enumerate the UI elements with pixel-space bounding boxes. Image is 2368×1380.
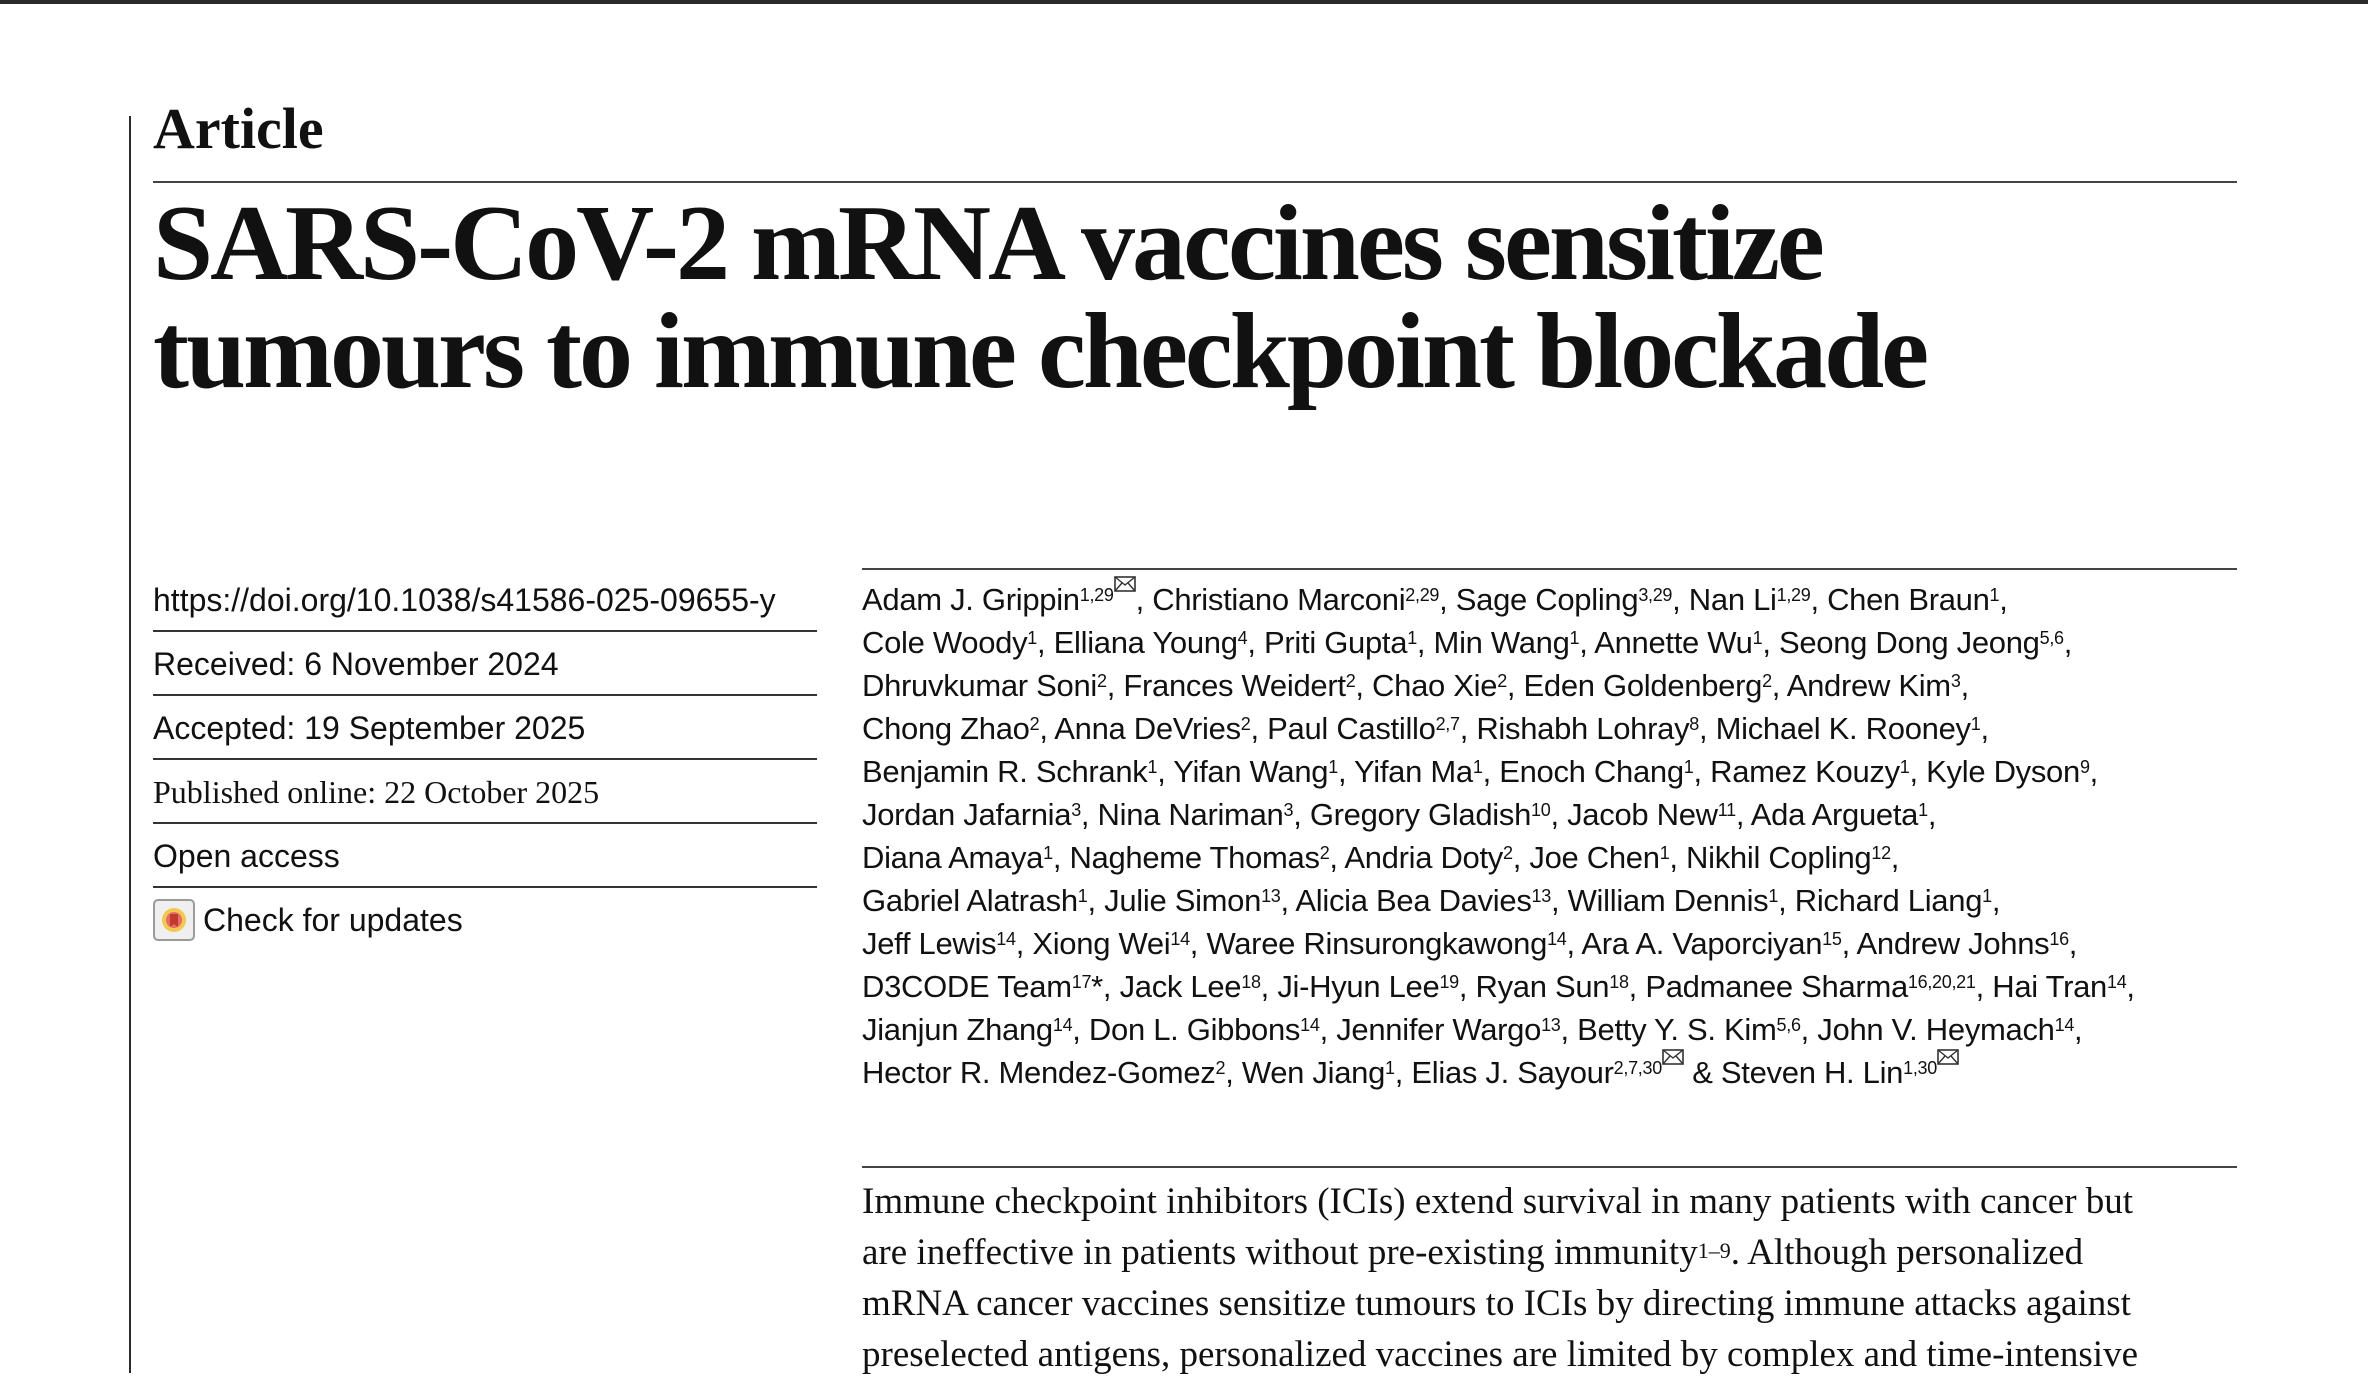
affiliation-number: 1: [1982, 886, 1992, 906]
abstract-text: Immune checkpoint inhibitors (ICIs) extend survival in many patients with cancer but: [862, 1181, 2134, 1222]
author-separator: ,: [1280, 883, 1296, 918]
author-separator: ,: [1550, 883, 1568, 918]
author-name[interactable]: Seong Dong Jeong: [1778, 625, 2040, 660]
author-name[interactable]: Christiano Marconi: [1152, 582, 1406, 617]
author-separator: ,: [1135, 582, 1153, 617]
abstract-divider: [862, 1166, 2237, 1168]
author-name[interactable]: Nina Nariman: [1097, 797, 1284, 832]
author-name[interactable]: Eden Goldenberg: [1523, 668, 1763, 703]
author-name[interactable]: Padmanee Sharma: [1645, 969, 1908, 1004]
affiliation-number: 10: [1531, 800, 1551, 820]
author-separator: ,: [2063, 625, 2073, 660]
abstract-line: [862, 1176, 2262, 1227]
affiliation-number: 14: [1547, 929, 1567, 949]
affiliation-number: 1,29: [1776, 585, 1811, 605]
abstract-text: . Although personalized: [1730, 1232, 2084, 1273]
author-name[interactable]: Jacob New: [1567, 797, 1718, 832]
author-separator: ,: [1762, 625, 1779, 660]
author-name[interactable]: Jennifer Wargo: [1336, 1012, 1542, 1047]
affiliation-number: 2: [1029, 714, 1040, 734]
author-separator: ,: [1800, 1012, 1818, 1047]
affiliation-number: 2: [1096, 671, 1107, 691]
header-divider: [153, 181, 2237, 183]
author-name[interactable]: Betty Y. S. Kim: [1577, 1012, 1777, 1047]
author-name[interactable]: Joe Chen: [1529, 840, 1660, 875]
author-name[interactable]: Don L. Gibbons: [1088, 1012, 1301, 1047]
affiliation-number: 12: [1871, 843, 1891, 863]
author-separator: ,: [1890, 840, 1900, 875]
affiliation-number: 14: [1052, 1015, 1073, 1035]
affiliation-number: 18: [1241, 972, 1261, 992]
affiliation-number: 2,7: [1435, 714, 1460, 734]
left-margin-rule: [129, 116, 131, 1373]
author-name[interactable]: William Dennis: [1567, 883, 1769, 918]
abstract-line: [862, 1278, 2262, 1329]
author-name[interactable]: Jianjun Zhang: [862, 1012, 1053, 1047]
author-separator: ,: [1039, 711, 1055, 746]
author-separator: ,: [1975, 969, 1993, 1004]
author-separator: ,: [1087, 883, 1105, 918]
affiliation-number: 13: [1261, 886, 1281, 906]
author-name[interactable]: John V. Heymach: [1817, 1012, 2055, 1047]
author-separator: ,: [1482, 754, 1500, 789]
author-name[interactable]: Gabriel Alatrash: [862, 883, 1078, 918]
author-separator: ,: [1999, 582, 2008, 617]
author-name[interactable]: Wen Jiang: [1241, 1055, 1386, 1090]
envelope-icon[interactable]: [1662, 1049, 1684, 1065]
affiliation-number: 13: [1531, 886, 1551, 906]
affiliation-number: 1: [1147, 757, 1158, 777]
article-title-line-2: tumours to immune checkpoint blockade: [153, 292, 1927, 411]
author-line: [862, 664, 2252, 707]
affiliation-number: 2: [1497, 671, 1507, 691]
author-separator: *,: [1091, 969, 1120, 1004]
article-type-label: Article: [153, 96, 324, 161]
author-name[interactable]: Waree Rinsurongkawong: [1206, 926, 1548, 961]
affiliation-number: 2,7,30: [1614, 1058, 1684, 1078]
author-name[interactable]: Priti Gupta: [1264, 625, 1408, 660]
affiliation-number: 1: [1385, 1058, 1395, 1078]
author-separator: ,: [1080, 797, 1098, 832]
author-name[interactable]: Jeff Lewis: [862, 926, 997, 961]
author-separator: ,: [1337, 754, 1355, 789]
author-separator: ,: [2126, 969, 2135, 1004]
author-name[interactable]: Andrew Kim: [1786, 668, 1951, 703]
abstract-text: are ineffective in patients without pre-existing immunity: [862, 1232, 1698, 1273]
affiliation-number: 1: [1768, 886, 1779, 906]
affiliation-number: 1: [1918, 800, 1928, 820]
author-name[interactable]: Yifan Ma: [1354, 754, 1473, 789]
received-date: Received: 6 November 2024: [153, 632, 817, 696]
affiliation-number: 14: [996, 929, 1016, 949]
author-line: [862, 750, 2252, 793]
author-name[interactable]: Chen Braun: [1827, 582, 1990, 617]
affiliation-number: 1: [1077, 886, 1088, 906]
author-line: [862, 879, 2252, 922]
affiliation-number: 16,20,21: [1907, 972, 1976, 992]
author-line: [862, 1008, 2252, 1051]
author-separator: ,: [1157, 754, 1174, 789]
author-name[interactable]: Diana Amaya: [862, 840, 1044, 875]
affiliation-number: 14: [2107, 972, 2127, 992]
affiliation-number: 1: [1027, 628, 1038, 648]
author-separator: ,: [1394, 1055, 1412, 1090]
author-name[interactable]: Frances Weidert: [1123, 668, 1346, 703]
author-separator: ,: [1225, 1055, 1242, 1090]
author-separator: ,: [1693, 754, 1711, 789]
affiliation-number: 2: [1215, 1058, 1226, 1078]
affiliation-number: 1: [1683, 757, 1694, 777]
author-name[interactable]: Ara A. Vaporciyan: [1581, 926, 1823, 961]
author-name[interactable]: Min Wang: [1433, 625, 1570, 660]
author-name[interactable]: Rishabh Lohray: [1476, 711, 1690, 746]
affiliation-number: 1: [1043, 843, 1053, 863]
affiliation-number: 9: [2079, 757, 2090, 777]
accepted-date: Accepted: 19 September 2025: [153, 696, 817, 760]
author-line: [862, 707, 2252, 750]
author-line: [862, 922, 2252, 965]
affiliation-number: 1: [1407, 628, 1417, 648]
affiliation-number: 1: [1569, 628, 1580, 648]
author-name[interactable]: Ramez Kouzy: [1710, 754, 1900, 789]
author-separator: ,: [1319, 1012, 1337, 1047]
author-separator: ,: [1628, 969, 1646, 1004]
author-name[interactable]: Hai Tran: [1992, 969, 2107, 1004]
author-separator: ,: [1669, 840, 1687, 875]
affiliation-number: 1: [1752, 628, 1763, 648]
open-access-label: Open access: [153, 824, 817, 888]
author-separator: ,: [1735, 797, 1751, 832]
author-separator: ,: [1015, 926, 1033, 961]
author-separator: ,: [1506, 668, 1524, 703]
affiliation-number: 1: [1899, 757, 1910, 777]
affiliation-number: 14: [2054, 1015, 2075, 1035]
author-name[interactable]: Ryan Sun: [1475, 969, 1610, 1004]
article-title: [153, 184, 2253, 411]
affiliation-number: 2: [1345, 671, 1356, 691]
author-name[interactable]: Hector R. Mendez-Gomez: [862, 1055, 1216, 1090]
affiliation-number: 2: [1240, 714, 1251, 734]
author-separator: ,: [1106, 668, 1124, 703]
author-name[interactable]: Benjamin R. Schrank: [862, 754, 1148, 789]
check-updates-label: Check for updates: [203, 902, 463, 938]
author-name[interactable]: D3CODE Team: [862, 969, 1072, 1004]
abstract-text: preselected antigens, personalized vaccines are limited by complex and time-intensive: [862, 1334, 2139, 1375]
author-line: [862, 578, 2252, 621]
author-name[interactable]: Paul Castillo: [1267, 711, 1436, 746]
affiliation-number: 15: [1822, 929, 1842, 949]
affiliation-number: 3: [1283, 800, 1294, 820]
affiliation-number: 2: [1319, 843, 1330, 863]
envelope-icon[interactable]: [1937, 1049, 1959, 1065]
author-name[interactable]: Julie Simon: [1104, 883, 1262, 918]
doi-link[interactable]: https://doi.org/10.1038/s41586-025-09655-y: [153, 568, 817, 632]
affiliation-number: 1,29: [1080, 585, 1136, 605]
author-name[interactable]: Gregory Gladish: [1309, 797, 1532, 832]
author-list: [862, 578, 2252, 1094]
author-separator: ,: [1355, 668, 1373, 703]
affiliation-number: 5,6: [1776, 1015, 1801, 1035]
published-date: Published online: 22 October 2025: [153, 760, 817, 824]
author-name[interactable]: Cole Woody: [862, 625, 1028, 660]
author-separator: ,: [1329, 840, 1345, 875]
authors-divider: [862, 568, 2237, 570]
author-name[interactable]: Kyle Dyson: [1926, 754, 2080, 789]
author-name[interactable]: Steven H. Lin: [1720, 1055, 1904, 1090]
affiliation-number: 1,30: [1903, 1058, 1959, 1078]
author-line: [862, 836, 2252, 879]
author-separator: ,: [1072, 1012, 1089, 1047]
author-name[interactable]: Ada Argueta: [1750, 797, 1919, 832]
author-name[interactable]: Elias J. Sayour: [1411, 1055, 1614, 1090]
author-separator: ,: [1778, 883, 1795, 918]
affiliation-number: 8: [1689, 714, 1699, 734]
author-name[interactable]: Sage Copling: [1455, 582, 1639, 617]
author-separator: ,: [1698, 711, 1716, 746]
author-separator: ,: [1052, 840, 1070, 875]
affiliation-number: 14: [1300, 1015, 1320, 1035]
author-name[interactable]: Chao Xie: [1372, 668, 1498, 703]
affiliation-number: 3,29: [1638, 585, 1673, 605]
affiliation-number: 2: [1503, 843, 1513, 863]
abstract-line: [862, 1227, 2262, 1278]
author-separator: ,: [1960, 668, 1969, 703]
author-separator: ,: [1991, 883, 2001, 918]
author-separator: ,: [1247, 625, 1265, 660]
author-separator: ,: [1250, 711, 1268, 746]
author-separator: ,: [1909, 754, 1927, 789]
affiliation-number: 17: [1071, 972, 1092, 992]
affiliation-number: 4: [1237, 628, 1248, 648]
author-name[interactable]: Xiong Wei: [1032, 926, 1171, 961]
author-line: [862, 965, 2252, 1008]
affiliation-number: 2: [1762, 671, 1772, 691]
affiliation-number: 14: [1170, 929, 1190, 949]
author-separator: ,: [1189, 926, 1207, 961]
check-updates-icon: [153, 899, 195, 941]
affiliation-number: 13: [1541, 1015, 1561, 1035]
author-separator: ,: [2089, 754, 2098, 789]
author-name[interactable]: Chong Zhao: [862, 711, 1030, 746]
citation-reference[interactable]: 1–9: [1697, 1238, 1731, 1263]
author-separator: ,: [1841, 926, 1857, 961]
affiliation-number: 18: [1609, 972, 1629, 992]
affiliation-number: 5,6: [2039, 628, 2064, 648]
author-separator: ,: [1579, 625, 1595, 660]
author-name[interactable]: Adam J. Grippin: [862, 582, 1080, 617]
author-name[interactable]: Elliana Young: [1053, 625, 1238, 660]
author-separator: ,: [1980, 711, 1989, 746]
author-line: [862, 1051, 2252, 1094]
author-separator: ,: [1927, 797, 1937, 832]
author-separator: &: [1683, 1055, 1721, 1090]
author-name[interactable]: Dhruvkumar Soni: [862, 668, 1097, 703]
author-separator: ,: [1550, 797, 1568, 832]
author-separator: ,: [1771, 668, 1787, 703]
affiliation-number: 1: [1970, 714, 1981, 734]
abstract: [862, 1176, 2262, 1380]
author-line: [862, 793, 2252, 836]
author-name[interactable]: Annette Wu: [1594, 625, 1753, 660]
author-separator: ,: [1458, 969, 1476, 1004]
author-separator: ,: [1260, 969, 1278, 1004]
author-separator: ,: [1512, 840, 1530, 875]
top-border: [0, 0, 2368, 4]
author-name[interactable]: Enoch Chang: [1499, 754, 1684, 789]
author-separator: ,: [1810, 582, 1828, 617]
author-separator: ,: [1459, 711, 1477, 746]
author-name[interactable]: Jack Lee: [1119, 969, 1242, 1004]
affiliation-number: 3: [1950, 671, 1961, 691]
affiliation-number: 2,29: [1405, 585, 1440, 605]
author-name[interactable]: Nikhil Copling: [1686, 840, 1872, 875]
author-name[interactable]: Nan Li: [1688, 582, 1777, 617]
author-separator: ,: [1672, 582, 1689, 617]
affiliation-number: 1: [1659, 843, 1670, 863]
author-name[interactable]: Andria Doty: [1344, 840, 1504, 875]
author-separator: ,: [1293, 797, 1310, 832]
author-name[interactable]: Jordan Jafarnia: [862, 797, 1072, 832]
affiliation-number: 1: [1989, 585, 2000, 605]
author-name[interactable]: Nagheme Thomas: [1069, 840, 1320, 875]
author-name[interactable]: Michael K. Rooney: [1715, 711, 1971, 746]
envelope-icon[interactable]: [1114, 576, 1136, 592]
author-name[interactable]: Alicia Bea Davies: [1295, 883, 1532, 918]
author-name[interactable]: Richard Liang: [1794, 883, 1983, 918]
affiliation-number: 3: [1071, 800, 1081, 820]
affiliation-number: 16: [2049, 929, 2069, 949]
author-separator: ,: [1416, 625, 1434, 660]
author-name[interactable]: Anna DeVries: [1054, 711, 1241, 746]
affiliation-number: 11: [1717, 800, 1736, 820]
author-separator: ,: [1560, 1012, 1578, 1047]
author-name[interactable]: Yifan Wang: [1173, 754, 1329, 789]
author-separator: ,: [1566, 926, 1582, 961]
affiliation-number: 19: [1439, 972, 1459, 992]
author-separator: ,: [1037, 625, 1054, 660]
affiliation-number: 1: [1328, 757, 1338, 777]
article-title-line-1: SARS-CoV-2 mRNA vaccines sensitize: [153, 184, 1822, 303]
abstract-line: [862, 1329, 2262, 1380]
article-metadata: [153, 568, 817, 952]
affiliation-number: 1: [1472, 757, 1483, 777]
author-separator: ,: [2074, 1012, 2083, 1047]
abstract-text: mRNA cancer vaccines sensitize tumours to ICIs by directing immune attacks against: [862, 1283, 2131, 1324]
author-separator: ,: [1439, 582, 1456, 617]
check-for-updates-button[interactable]: [153, 888, 817, 952]
author-separator: ,: [2068, 926, 2078, 961]
author-name[interactable]: Ji-Hyun Lee: [1277, 969, 1440, 1004]
author-line: [862, 621, 2252, 664]
author-name[interactable]: Andrew Johns: [1856, 926, 2050, 961]
